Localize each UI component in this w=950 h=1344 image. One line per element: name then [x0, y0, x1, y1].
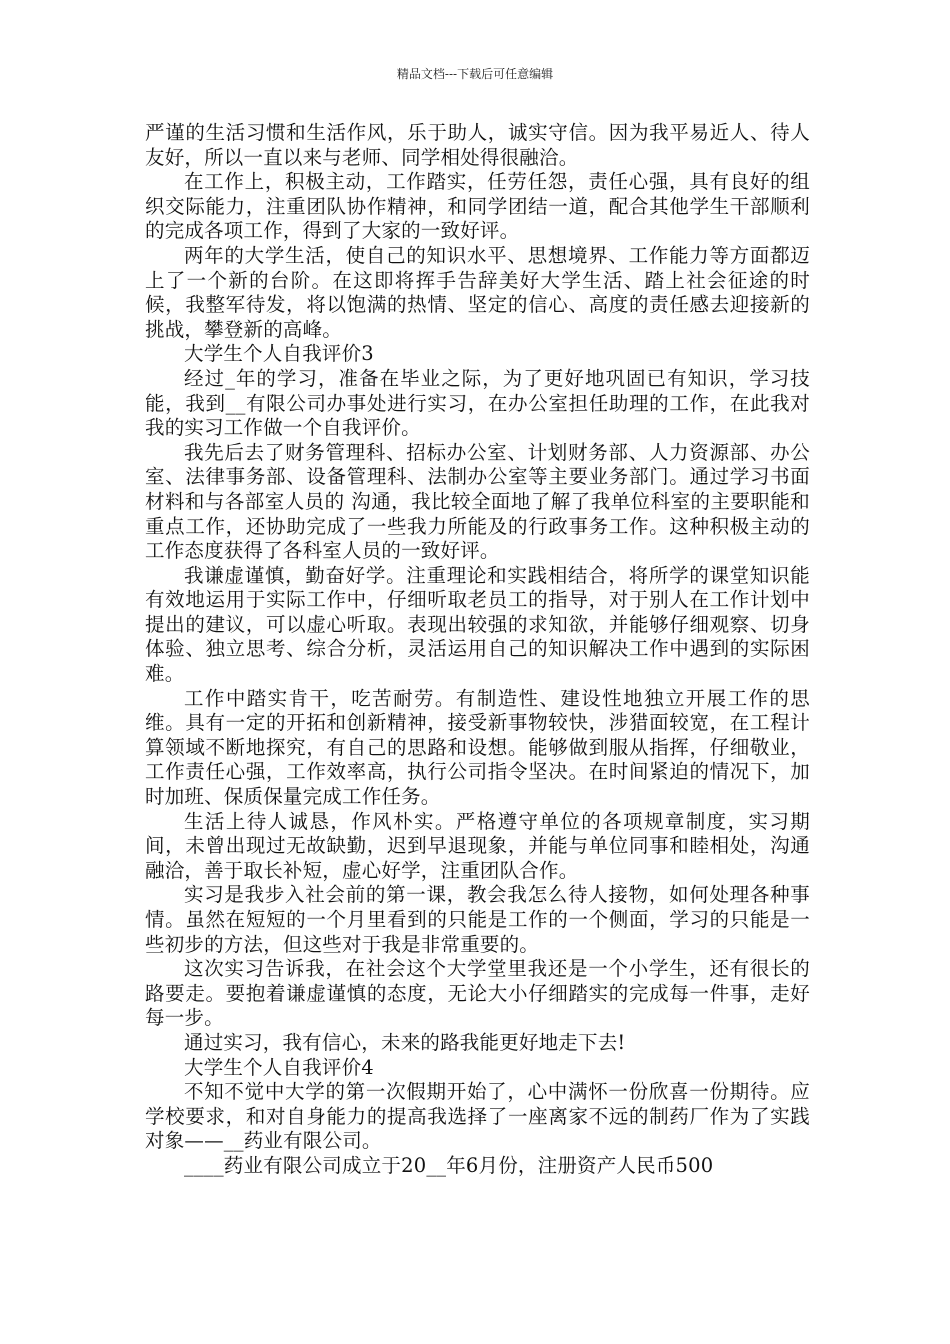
section-heading-4: 大学生个人自我评价4 [184, 1055, 374, 1079]
paragraph-10: 这次实习告诉我，在社会这个大学堂里我还是一个小学生，还有很长的路要走。要抱着谦虚谨慎的态度，无论大小仔细踏实的完成每一件事，走好每一步。 [145, 957, 810, 1030]
paragraph-8: 生活上待人诚恳，作风朴实。严格遵守单位的各项规章制度，实习期间，未曾出现过无故缺勤，迟到早退现象，并能与单位同事和睦相处，沟通融洽，善于取长补短，虚心好学，注重团队合作。 [145, 809, 810, 882]
paragraph-12: 不知不觉中大学的第一次假期开始了，心中满怀一份欣喜一份期待。应学校要求，和对自身能力的提高我选择了一座离家不远的制药厂作为了实践对象——__药业有限公司。 [145, 1080, 810, 1153]
paragraph-4: 经过_年的学习，准备在毕业之际，为了更好地巩固已有知识，学习技能，我到__有限公司办事处进行实习，在办公室担任助理的工作，在此我对我的实习工作做一个自我评价。 [145, 366, 810, 440]
paragraph-3: 两年的大学生活，使自己的知识水平、思想境界、工作能力等方面都迈上了一个新的台阶。在这即将挥手告辞美好大学生活、踏上社会征途的时候，我整军待发，将以饱满的热情、坚定的信心、高度的责任感去迎接新的挑战，攀登新的高峰。 [145, 243, 810, 341]
paragraph-9: 实习是我步入社会前的第一课，教会我怎么待人接物，如何处理各种事情。虽然在短短的一个月里看到的只能是工作的一个侧面，学习的只能是一些初步的方法，但这些对于我是非常重要的。 [145, 883, 810, 956]
paragraph-2: 在工作上，积极主动，工作踏实，任劳任怨，责任心强，具有良好的组织交际能力，注重团队协作精神，和同学团结一道，配合其他学生干部顺利的完成各项工作，得到了大家的一致好评。 [145, 170, 810, 243]
paragraph-7: 工作中踏实肯干，吃苦耐劳。有制造性、建设性地独立开展工作的思维。具有一定的开拓和创新精神，接受新事物较快，涉猎面较宽，在工程计算领域不断地探究，有自己的思路和设想。能够做到服从指挥，仔细敬业，工作责任心强，工作效率高，执行公司指令坚决。在时间紧迫的情况下，加时加班、保质保量完成工作任务。 [145, 686, 810, 809]
paragraph-5: 我先后去了财务管理科、招标办公室、计划财务部、人力资源部、办公室、法律事务部、设备管理科、法制办公室等主要业务部门。通过学习书面材料和与各部室人员的 沟通，我比较全面地了解了我单位科室的主要职能和重点工作，还协助完成了一些我力所能及的行政事务工作。这种积极主动的工作态度获得了各科室人员的一致好评。 [145, 440, 810, 563]
document-body [145, 121, 810, 1179]
paragraph-11: 通过实习，我有信心，未来的路我能更好地走下去! [184, 1030, 626, 1054]
paragraph-1: 严谨的生活习惯和生活作风，乐于助人，诚实守信。因为我平易近人、待人友好，所以一直以来与老师、同学相处得很融洽。 [145, 121, 810, 169]
page-header-note: 精品文档---下载后可任意编辑 [396, 67, 554, 81]
paragraph-13: ____药业有限公司成立于20__年6月份，注册资产人民币500 [184, 1153, 714, 1177]
paragraph-6: 我谦虚谨慎，勤奋好学。注重理论和实践相结合，将所学的课堂知识能有效地运用于实际工作中，仔细听取老员工的指导，对于别人在工作计划中提出的建议，可以虚心听取。表现出较强的求知欲，并能够仔细观察、切身体验、独立思考、综合分析，灵活运用自己的知识解决工作中遇到的实际困难。 [145, 563, 810, 686]
section-heading-3: 大学生个人自我评价3 [184, 342, 374, 366]
